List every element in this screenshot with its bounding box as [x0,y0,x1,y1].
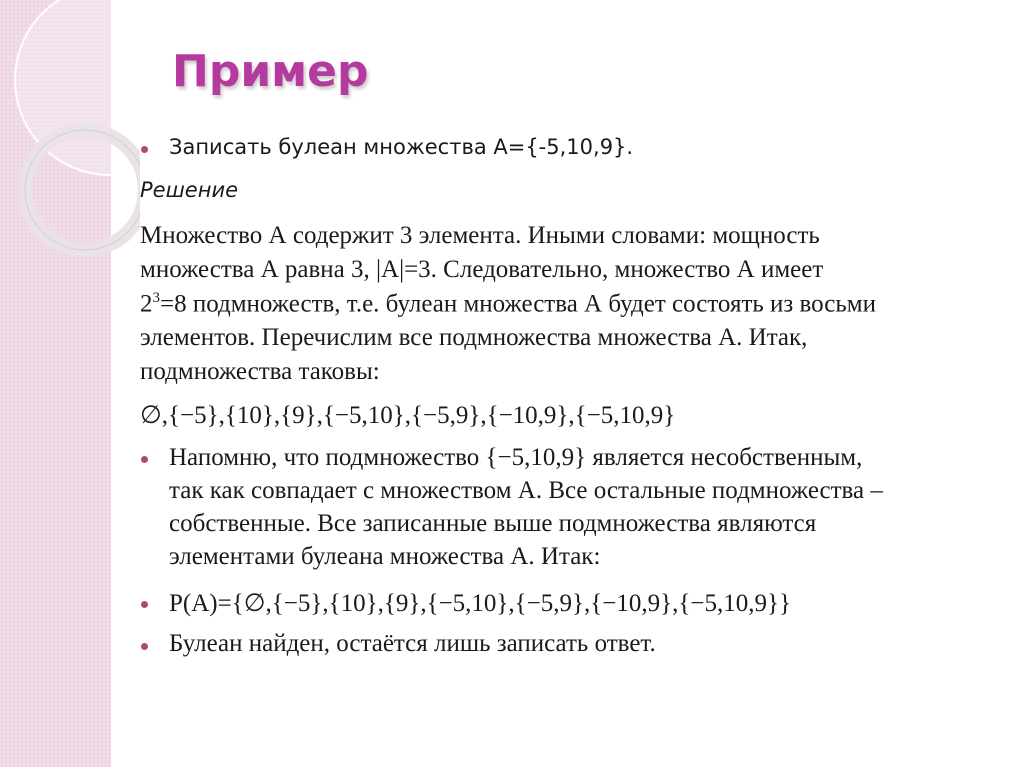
task-text: Записать булеан множества А={-5,10,9}. [169,135,634,159]
paragraph-line: подмножества таковы: [140,358,380,385]
power-exponent: 3 [152,290,160,306]
paragraph-line: элементов. Перечислим все подмножества множества А. Итак, [140,324,808,351]
bullet-icon [141,601,148,608]
note-line: так как совпадает с множеством А. Все остальные подмножества – [169,477,883,504]
paragraph-line: множества А равна 3, |А|=3. Следовательно, множество А имеет [140,256,824,283]
subsets-list: ∅,{−5},{10},{9},{−5,10},{−5,9},{−10,9},{−5,10,9} [140,402,676,429]
paragraph-line: Множество А содержит 3 элемента. Иными словами: мощность [140,222,820,249]
bullet-icon [141,643,148,650]
decorative-circles [0,0,140,260]
note-line: собственные. Все записанные выше подмножества являются [169,510,817,537]
paragraph-line-rest: =8 подмножеств, т.е. булеан множества А будет состоять из восьми [160,290,876,318]
note-line: Напомню, что подмножество {−5,10,9} является несобственным, [169,444,863,471]
slide-title: Пример [172,46,369,97]
power-base: 2 [140,290,153,318]
conclusion-text: Булеан найден, остаётся лишь записать ответ. [169,630,656,657]
paragraph-line [140,290,876,318]
bullet-icon [141,146,148,153]
solution-label: Решение [140,178,239,202]
note-line: элементами булеана множества А. Итак: [169,543,601,570]
bullet-icon [141,456,148,463]
powerset-result: P(A)={∅,{−5},{10},{9},{−5,10},{−5,9},{−10,9},{−5,10,9}} [169,590,791,617]
